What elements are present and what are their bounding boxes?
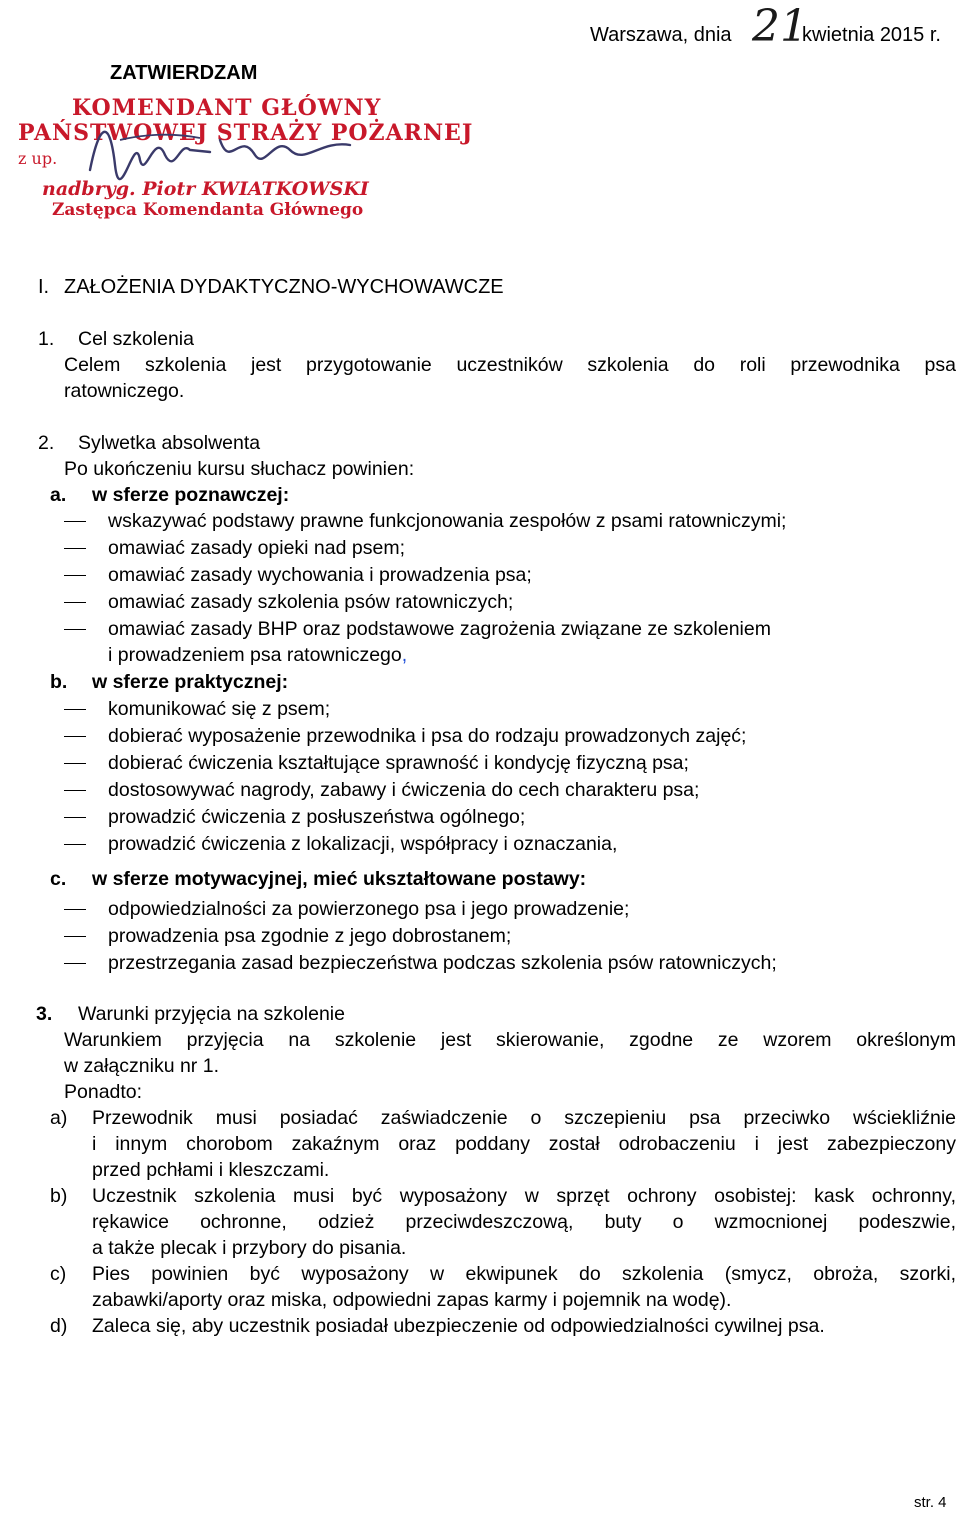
condition-label: b)	[50, 1185, 68, 1207]
list-item: odpowiedzialności za powierzonego psa i jego prowadzenie;	[108, 898, 630, 920]
list-dash	[64, 963, 86, 964]
stamp-line-3: z up.	[18, 149, 58, 168]
list-dash	[64, 629, 86, 630]
sphere-c-title: w sferze motywacyjnej, mieć ukształtowane postawy:	[92, 868, 587, 890]
stamp-line-1: KOMENDANT GŁÓWNY	[72, 95, 382, 121]
admission-text-line-2: w załączniku nr 1.	[64, 1055, 219, 1077]
section-number: I.	[38, 276, 50, 298]
list-item: omawiać zasady BHP oraz podstawowe zagrożenia związane ze szkoleniem	[108, 618, 771, 640]
admission-title: Warunki przyjęcia na szkolenie	[78, 1003, 345, 1025]
condition-label: d)	[50, 1315, 68, 1337]
list-item: omawiać zasady szkolenia psów ratowniczych;	[108, 591, 514, 613]
list-dash	[64, 790, 86, 791]
list-dash	[64, 602, 86, 603]
signature-scribble	[80, 110, 380, 190]
condition-line: i innym chorobom zakaźnym oraz poddany został odrobaczeniu i jest zabezpieczony	[92, 1133, 956, 1155]
list-dash	[64, 844, 86, 845]
list-dash	[64, 936, 86, 937]
admission-moreover: Ponadto:	[64, 1081, 143, 1103]
list-item-continuation-comma: ,	[401, 644, 408, 666]
condition-line: rękawice ochronne, odzież przeciwdeszczową, buty o wzmocnionej podeszwie,	[92, 1211, 956, 1233]
list-item: prowadzenia psa zgodnie z jego dobrostanem;	[108, 925, 512, 947]
page-number: str. 4	[914, 1494, 947, 1511]
admission-number: 3.	[36, 1003, 53, 1025]
list-item: przestrzegania zasad bezpieczeństwa podczas szkolenia psów ratowniczych;	[108, 952, 777, 974]
list-dash	[64, 575, 86, 576]
sphere-b-letter: b.	[50, 671, 68, 693]
condition-label: a)	[50, 1107, 68, 1129]
approve-label: ZATWIERDZAM	[110, 62, 258, 84]
list-item: dostosowywać nagrody, zabawy i ćwiczenia do cech charakteru psa;	[108, 779, 700, 801]
list-dash	[64, 909, 86, 910]
list-item: prowadzić ćwiczenia z posłuszeństwa ogólnego;	[108, 806, 526, 828]
list-item-continuation	[108, 642, 407, 668]
condition-line: Pies powinien być wyposażony w ekwipunek do szkolenia (smycz, obroża, szorki,	[92, 1263, 956, 1285]
list-dash	[64, 763, 86, 764]
sphere-a-title: w sferze poznawczej:	[92, 484, 290, 506]
sphere-c-letter: c.	[50, 868, 67, 890]
condition-line: Przewodnik musi posiadać zaświadczenie o szczepieniu psa przeciwko wściekliźnie	[92, 1107, 956, 1129]
list-item: komunikować się z psem;	[108, 698, 331, 720]
profile-intro: Po ukończeniu kursu słuchacz powinien:	[64, 458, 415, 480]
admission-text-line-1: Warunkiem przyjęcia na szkolenie jest skierowanie, zgodne ze wzorem określonym	[64, 1029, 956, 1051]
stamp-line-4: nadbryg. Piotr KWIATKOWSKI	[42, 178, 369, 200]
list-dash	[64, 817, 86, 818]
profile-number: 2.	[38, 432, 55, 454]
condition-line: przed pchłami i kleszczami.	[92, 1159, 330, 1181]
sphere-b-title: w sferze praktycznej:	[92, 671, 289, 693]
list-item: prowadzić ćwiczenia z lokalizacji, współpracy i oznaczania,	[108, 833, 618, 855]
goal-text-line-1: Celem szkolenia jest przygotowanie uczestników szkolenia do roli przewodnika psa	[64, 354, 956, 376]
section-title: ZAŁOŻENIA DYDAKTYCZNO-WYCHOWAWCZE	[64, 276, 504, 298]
list-item: omawiać zasady wychowania i prowadzenia psa;	[108, 564, 532, 586]
list-item: dobierać wyposażenie przewodnika i psa do rodzaju prowadzonych zajęć;	[108, 725, 747, 747]
list-dash	[64, 709, 86, 710]
list-dash	[64, 548, 86, 549]
profile-title: Sylwetka absolwenta	[78, 432, 261, 454]
list-item: dobierać ćwiczenia kształtujące sprawność i kondycję fizyczną psa;	[108, 752, 689, 774]
list-dash	[64, 736, 86, 737]
goal-title: Cel szkolenia	[78, 328, 194, 350]
condition-line: zabawki/aporty oraz miska, odpowiedni zapas karmy i pojemnik na wodę).	[92, 1289, 732, 1311]
list-item: omawiać zasady opieki nad psem;	[108, 537, 405, 559]
condition-label: c)	[50, 1263, 67, 1285]
handwritten-day: 21	[752, 1, 808, 52]
goal-text-line-2: ratowniczego.	[64, 380, 185, 402]
sphere-a-letter: a.	[50, 484, 67, 506]
list-item: wskazywać podstawy prawne funkcjonowania zespołów z psami ratowniczymi;	[108, 510, 787, 532]
place-date-suffix: kwietnia 2015 r.	[802, 24, 941, 46]
list-item-continuation-text: i prowadzeniem psa ratowniczego	[108, 644, 402, 666]
condition-line: Zaleca się, aby uczestnik posiadał ubezpieczenie od odpowiedzialności cywilnej psa.	[92, 1315, 825, 1337]
stamp-line-2: PAŃSTWOWEJ STRAŻY POŻARNEJ	[18, 120, 474, 146]
stamp-line-5: Zastępca Komendanta Głównego	[52, 200, 364, 220]
place-date-prefix: Warszawa, dnia	[590, 24, 732, 46]
condition-line: Uczestnik szkolenia musi być wyposażony w sprzęt ochrony osobistej: kask ochronny,	[92, 1185, 956, 1207]
list-dash	[64, 521, 86, 522]
goal-number: 1.	[38, 328, 55, 350]
condition-line: a także plecak i przybory do pisania.	[92, 1237, 407, 1259]
